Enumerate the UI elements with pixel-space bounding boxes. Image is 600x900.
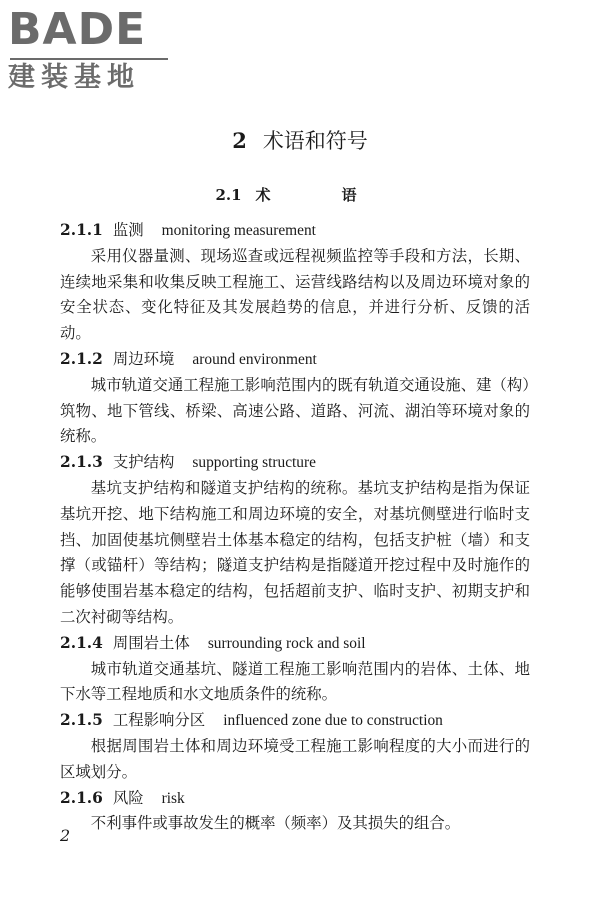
chapter-title-text: 术语和符号 [262,129,368,153]
term-chinese: 支护结构 [112,453,175,472]
term-number: 2.1.3 [60,453,103,472]
chapter-number: 2 [232,128,247,153]
page-number: 2 [60,826,71,845]
bade-logo [8,6,178,94]
term-definition: 基坑支护结构和隧道支护结构的统称。基坑支护结构是指为保证基坑开挖、地下结构施工和周边环境的安全，对基坑侧壁进行临时支挡、加固使基坑侧壁岩土体基本稳定的结构，包括支护桩（墙）和支撑（或锚杆）等结构；隧道支护结构是指隧道开挖过程中及时施作的能够使围岩基本稳定的结构，包括超前支护、临时支护、初期支护和二次衬砌等结构。 [60,478,530,626]
term-definition: 不利事件或事故发生的概率（频率）及其损失的组合。 [90,814,461,833]
term-heading [60,631,530,657]
term-heading [60,218,530,244]
logo-latin-text: BADE [8,4,147,55]
logo-divider [10,58,168,60]
term-heading [60,347,530,373]
term-english: surrounding rock and soil [207,634,366,652]
term-list [60,218,530,837]
term-chinese: 监测 [112,221,144,239]
section-number: 2.1 [215,186,242,204]
term-number: 2.1.6 [60,788,103,807]
term-chinese: 风险 [112,788,144,807]
term-english: supporting structure [192,454,316,472]
term-definition: 城市轨道交通基坑、隧道工程施工影响范围内的岩体、土体、地下水等工程地质和水文地质条件的统称。 [60,659,530,704]
term-entry [60,218,530,347]
term-definition: 城市轨道交通工程施工影响范围内的既有轨道交通设施、建（构）筑物、地下管线、桥梁、高速公路、道路、河流、湖泊等环境对象的统称。 [60,375,530,446]
term-entry [60,786,530,838]
term-heading [60,786,530,812]
term-chinese: 工程影响分区 [112,711,206,730]
term-chinese: 周围岩土体 [112,633,190,652]
term-english: monitoring measurement [161,222,316,239]
term-english: around environment [192,350,317,368]
term-heading [60,450,530,476]
term-entry [60,631,530,708]
term-entry [60,347,530,450]
logo-chinese-text: 建装基地 [8,62,140,93]
chapter-title [0,126,600,156]
term-definition: 根据周围岩土体和周边环境受工程施工影响程度的大小而进行的区域划分。 [60,736,530,781]
term-definition: 采用仪器量测、现场巡查或远程视频监控等手段和方法，长期、连续地采集和收集反映工程施工、运营线路结构以及周边环境对象的安全状态、变化特征及其发展趋势的信息，并进行分析、反馈的活动。 [60,246,530,343]
term-chinese: 周边环境 [112,349,175,368]
term-english: risk [161,789,185,807]
term-number: 2.1.1 [60,221,103,239]
term-number: 2.1.2 [60,349,103,368]
term-entry [60,708,530,785]
section-title [0,183,600,207]
section-title-text: 术 语 [255,186,385,204]
term-heading [60,708,530,734]
term-number: 2.1.4 [60,633,103,652]
term-english: influenced zone due to construction [223,712,443,730]
term-number: 2.1.5 [60,711,103,730]
term-entry [60,450,530,631]
